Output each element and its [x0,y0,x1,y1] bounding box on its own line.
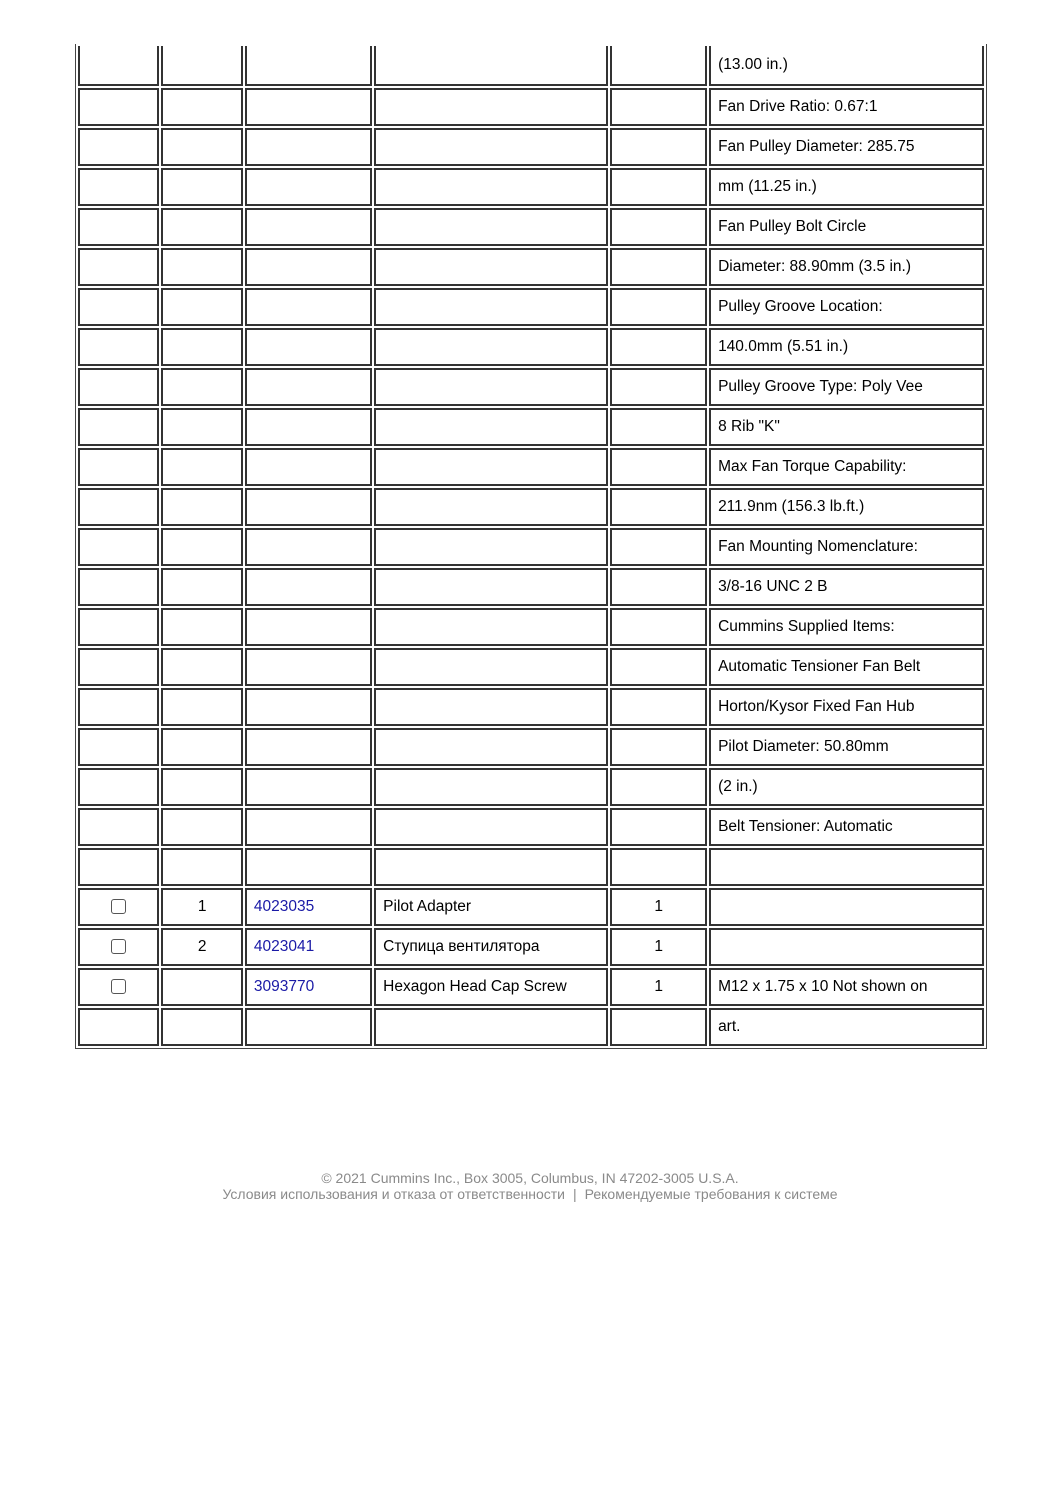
ref-cell [161,248,242,286]
part-number-cell [245,208,372,246]
quantity-cell [610,728,707,766]
table-row [78,128,984,166]
description-cell [374,368,608,406]
quantity-cell [610,808,707,846]
part-number-cell [245,168,372,206]
quantity-cell [610,768,707,806]
quantity-cell [610,848,707,886]
part-number-cell [245,528,372,566]
table-row [78,88,984,126]
quantity-cell [610,528,707,566]
notes-cell: Fan Drive Ratio: 0.67:1 [709,88,984,126]
description-cell [374,648,608,686]
ref-cell [161,208,242,246]
select-cell [78,448,159,486]
table-row [78,888,984,926]
select-cell [78,688,159,726]
notes-cell: Pilot Diameter: 50.80mm [709,728,984,766]
select-cell [78,928,159,966]
notes-cell: 3/8-16 UNC 2 B [709,568,984,606]
select-cell [78,648,159,686]
quantity-cell [610,1008,707,1046]
select-cell [78,248,159,286]
description-cell [374,768,608,806]
quantity-cell [610,488,707,526]
quantity-cell [610,368,707,406]
table-row [78,528,984,566]
part-number-cell [245,46,372,86]
ref-cell [161,728,242,766]
description-cell: Hexagon Head Cap Screw [374,968,608,1006]
notes-cell: Diameter: 88.90mm (3.5 in.) [709,248,984,286]
ref-cell [161,46,242,86]
notes-cell: Horton/Kysor Fixed Fan Hub [709,688,984,726]
notes-cell: Belt Tensioner: Automatic [709,808,984,846]
select-cell [78,168,159,206]
part-number-cell [245,968,372,1006]
quantity-cell [610,648,707,686]
ref-cell [161,1008,242,1046]
quantity-cell [610,448,707,486]
quantity-cell [610,328,707,366]
part-number-link[interactable]: 4023035 [253,898,315,915]
table-row [78,608,984,646]
select-cell [78,208,159,246]
part-number-cell [245,688,372,726]
notes-cell: Cummins Supplied Items: [709,608,984,646]
table-row [78,288,984,326]
table-row [78,368,984,406]
table-row [78,568,984,606]
description-cell [374,288,608,326]
select-cell [78,488,159,526]
description-cell [374,168,608,206]
notes-cell: 140.0mm (5.51 in.) [709,328,984,366]
description-cell [374,488,608,526]
description-cell [374,208,608,246]
table-row [78,808,984,846]
page-footer [0,1170,1060,1202]
quantity-cell [610,568,707,606]
ref-cell [161,808,242,846]
select-cell [78,728,159,766]
terms-link[interactable]: Условия использования и отказа от ответственности [222,1186,565,1202]
ref-cell [161,648,242,686]
select-cell [78,528,159,566]
select-cell [78,408,159,446]
quantity-cell [610,168,707,206]
notes-cell: art. [709,1008,984,1046]
part-number-cell [245,608,372,646]
quantity-cell [610,608,707,646]
part-number-cell [245,848,372,886]
part-number-cell [245,928,372,966]
select-cell [78,608,159,646]
footer-separator: | [573,1186,577,1202]
notes-cell: (13.00 in.) [709,46,984,86]
part-number-cell [245,888,372,926]
description-cell [374,408,608,446]
system-requirements-link[interactable]: Рекомендуемые требования к системе [584,1186,838,1202]
quantity-cell [610,248,707,286]
description-cell [374,46,608,86]
part-number-cell [245,488,372,526]
table-row [78,328,984,366]
description-cell [374,528,608,566]
ref-cell [161,768,242,806]
notes-cell: Pulley Groove Type: Poly Vee [709,368,984,406]
notes-cell [709,888,984,926]
quantity-cell [610,208,707,246]
ref-cell: 1 [161,888,242,926]
select-cell [78,288,159,326]
table-row [78,968,984,1006]
ref-cell [161,368,242,406]
part-number-cell [245,88,372,126]
quantity-cell: 1 [610,928,707,966]
notes-cell: Pulley Groove Location: [709,288,984,326]
table-row [78,1008,984,1046]
part-number-cell [245,768,372,806]
select-cell [78,46,159,86]
description-cell [374,728,608,766]
table-row [78,208,984,246]
description-cell [374,1008,608,1046]
description-cell: Ступица вентилятора [374,928,608,966]
quantity-cell: 1 [610,888,707,926]
ref-cell [161,488,242,526]
part-number-cell [245,728,372,766]
table-row [78,46,984,86]
table-row [78,728,984,766]
ref-cell [161,688,242,726]
parts-table-body [78,46,984,1046]
table-row [78,848,984,886]
notes-cell: (2 in.) [709,768,984,806]
description-cell [374,808,608,846]
notes-cell: Fan Mounting Nomenclature: [709,528,984,566]
ref-cell [161,168,242,206]
part-number-cell [245,368,372,406]
quantity-cell [610,128,707,166]
part-number-link[interactable]: 4023041 [253,938,315,955]
notes-cell [709,928,984,966]
notes-cell: mm (11.25 in.) [709,168,984,206]
select-checkbox[interactable] [111,939,126,954]
description-cell [374,568,608,606]
notes-cell: Fan Pulley Diameter: 285.75 [709,128,984,166]
parts-table [75,44,987,1049]
description-cell [374,248,608,286]
part-number-cell [245,648,372,686]
select-cell [78,328,159,366]
table-row [78,488,984,526]
ref-cell: 2 [161,928,242,966]
table-row [78,768,984,806]
part-number-link[interactable]: 3093770 [253,978,315,995]
quantity-cell [610,408,707,446]
ref-cell [161,848,242,886]
table-row [78,928,984,966]
notes-cell: Automatic Tensioner Fan Belt [709,648,984,686]
description-cell [374,128,608,166]
table-row [78,408,984,446]
footer-copyright: © 2021 Cummins Inc., Box 3005, Columbus, IN 47202-3005 U.S.A. [321,1170,739,1186]
description-cell [374,88,608,126]
notes-cell: 211.9nm (156.3 lb.ft.) [709,488,984,526]
ref-cell [161,528,242,566]
select-cell [78,568,159,606]
part-number-cell [245,448,372,486]
part-number-cell [245,1008,372,1046]
select-cell [78,808,159,846]
notes-cell [709,848,984,886]
description-cell [374,688,608,726]
notes-cell: Max Fan Torque Capability: [709,448,984,486]
select-cell [78,368,159,406]
part-number-cell [245,128,372,166]
description-cell [374,328,608,366]
table-row [78,688,984,726]
table-row [78,168,984,206]
select-cell [78,768,159,806]
part-number-cell [245,408,372,446]
table-row [78,448,984,486]
description-cell [374,448,608,486]
notes-cell: M12 x 1.75 x 10 Not shown on [709,968,984,1006]
ref-cell [161,408,242,446]
ref-cell [161,568,242,606]
part-number-cell [245,808,372,846]
select-cell [78,88,159,126]
select-cell [78,128,159,166]
select-cell [78,968,159,1006]
select-checkbox[interactable] [111,899,126,914]
select-cell [78,1008,159,1046]
description-cell [374,848,608,886]
part-number-cell [245,328,372,366]
part-number-cell [245,568,372,606]
notes-cell: 8 Rib "K" [709,408,984,446]
ref-cell [161,88,242,126]
table-row [78,248,984,286]
ref-cell [161,448,242,486]
ref-cell [161,128,242,166]
select-cell [78,888,159,926]
quantity-cell [610,46,707,86]
notes-cell: Fan Pulley Bolt Circle [709,208,984,246]
quantity-cell [610,88,707,126]
select-checkbox[interactable] [111,979,126,994]
select-cell [78,848,159,886]
part-number-cell [245,288,372,326]
ref-cell [161,328,242,366]
ref-cell [161,968,242,1006]
ref-cell [161,608,242,646]
description-cell: Pilot Adapter [374,888,608,926]
part-number-cell [245,248,372,286]
quantity-cell [610,288,707,326]
description-cell [374,608,608,646]
quantity-cell [610,688,707,726]
quantity-cell: 1 [610,968,707,1006]
table-row [78,648,984,686]
ref-cell [161,288,242,326]
